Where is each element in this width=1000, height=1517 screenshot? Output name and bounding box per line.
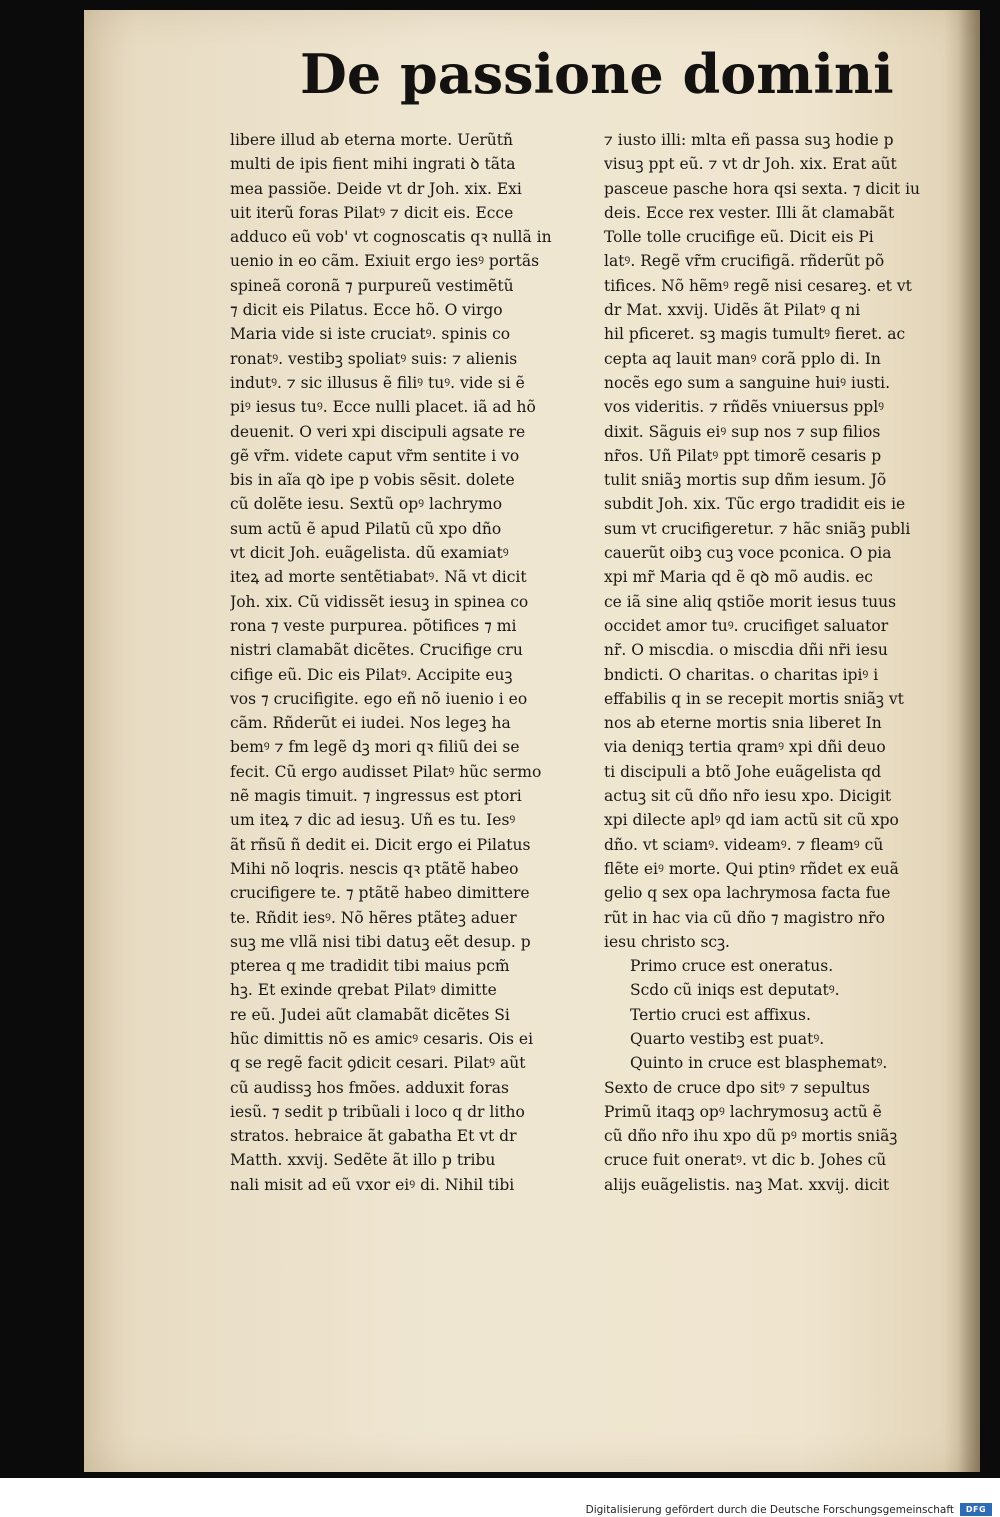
text-line: vos ⁊ crucifigite. ego eñ nõ iuenio i eo bbox=[230, 689, 528, 708]
text-line: ãt rñsũ ñ dedit ei. Dicit ergo ei Pilatus bbox=[230, 835, 531, 854]
text-line: Quinto in cruce est blasphematꝰ. bbox=[630, 1054, 888, 1073]
text-line: Primo cruce est oneratus. bbox=[630, 957, 834, 976]
text-line: nr̃os. Uñ Pilatꝰ ppt timorẽ cesaris p bbox=[604, 446, 882, 465]
text-line: cũ dño nr̃o ihu xpo dũ pꝰ mortis sniãꝫ bbox=[604, 1127, 898, 1146]
text-line: piꝰ iesus tuꝰ. Ecce nulli placet. iã ad hõ bbox=[230, 398, 536, 417]
text-line: iesũ. ⁊ sedit p tribũali i loco q dr litho bbox=[230, 1102, 525, 1121]
text-line: ronatꝰ. vestibꝫ spoliatꝰ suis: ⁊ alienis bbox=[230, 349, 518, 368]
text-line: gelio q sex opa lachrymosa facta fue bbox=[604, 884, 891, 903]
text-line: nr̃. O miscdia. o miscdia dñi nr̃i iesu bbox=[604, 641, 888, 660]
text-line: sum vt crucifigeretur. ⁊ hãc sniãꝫ publi bbox=[604, 519, 911, 538]
text-line: nẽ magis timuit. ⁊ ingressus est ptori bbox=[230, 787, 522, 806]
text-line: nali misit ad eũ vxor eiꝰ di. Nihil tibi bbox=[230, 1175, 515, 1194]
text-line: re eũ. Judei aũt clamabãt dicẽtes Si bbox=[230, 1005, 510, 1024]
text-line: Maria vide si iste cruciatꝰ. spinis co bbox=[230, 325, 511, 344]
text-line: multi de ipis fient mihi ingrati ꝺ tãta bbox=[230, 155, 516, 174]
text-line: via deniqꝫ tertia qramꝰ xpi dñi deuo bbox=[604, 738, 886, 757]
text-line: stratos. hebraice ãt gabatha Et vt dr bbox=[230, 1127, 517, 1146]
text-line: libere illud ab eterna morte. Uerũtñ bbox=[230, 131, 513, 149]
text-line: Joh. xix. Cũ vidissẽt iesuꝫ in spinea co bbox=[230, 592, 529, 611]
text-line: hil pficeret. sꝫ magis tumultꝰ fieret. ac bbox=[604, 325, 906, 344]
text-line: bemꝰ ⁊ fm legẽ dꝫ mori qꝛ filiũ dei se bbox=[230, 738, 520, 757]
text-line: cãm. Rñderũt ei iudei. Nos legeꝫ ha bbox=[230, 714, 511, 733]
text-line: cauerũt oibꝫ cuꝫ voce pconica. O pia bbox=[604, 544, 892, 563]
text-line: cũ dolẽte iesu. Sextũ opꝰ lachrymo bbox=[230, 495, 503, 514]
text-line: flẽte eiꝰ morte. Qui ptinꝰ rñdet ex euã bbox=[604, 859, 899, 878]
text-line: Scdo cũ iniqs est deputatꝰ. bbox=[630, 981, 840, 1000]
text-line: subdit Joh. xix. Tũc ergo tradidit eis ie bbox=[604, 495, 906, 514]
text-line: latꝰ. Regẽ vr̃m crucifigã. rñderũt põ bbox=[604, 252, 885, 271]
text-line: xpi dilecte aplꝰ qd iam actũ sit cũ xpo bbox=[604, 811, 899, 830]
text-line: fecit. Cũ ergo audisset Pilatꝰ hũc sermo bbox=[230, 762, 542, 781]
text-line: vt dicit Joh. euãgelista. dũ examiatꝰ bbox=[230, 544, 509, 563]
text-line: dño. vt sciamꝰ. videamꝰ. ⁊ fleamꝰ cũ bbox=[604, 835, 884, 854]
text-line: deuenit. O veri xpi discipuli agsate re bbox=[230, 422, 526, 441]
text-line: Matth. xxvij. Sedẽte ãt illo p tribu bbox=[230, 1151, 496, 1170]
text-line: actuꝫ sit cũ dño nr̃o iesu xpo. Dicigit bbox=[604, 787, 892, 806]
text-line: suꝫ me vllã nisi tibi datuꝫ eẽt desup. p bbox=[230, 932, 531, 951]
text-column-left bbox=[230, 128, 592, 1197]
text-line: Primũ itaqꝫ opꝰ lachrymosuꝫ actũ ẽ bbox=[604, 1102, 882, 1121]
text-line: spineã coronã ⁊ purpureũ vestimẽtũ bbox=[230, 276, 514, 295]
text-line: te. Rñdit iesꝰ. Nõ hẽres ptãteꝫ aduer bbox=[230, 908, 517, 927]
text-line: occidet amor tuꝰ. crucifiget saluator bbox=[604, 616, 889, 635]
text-line: mea passiõe. Deide vt dr Joh. xix. Exi bbox=[230, 179, 522, 198]
text-line: iteꝝ ad morte sentẽtiabatꝰ. Nã vt dicit bbox=[230, 568, 527, 587]
text-line: cruce fuit oneratꝰ. vt dic b. Johes cũ bbox=[604, 1151, 887, 1170]
text-line: rũt in hac via cũ dño ⁊ magistro nr̃o bbox=[604, 908, 885, 927]
text-column-right bbox=[604, 128, 966, 1197]
text-line: dr Mat. xxvij. Uidẽs ãt Pilatꝰ q ni bbox=[604, 301, 861, 320]
text-line: pasceue pasche hora qsi sexta. ⁊ dicit iu bbox=[604, 179, 921, 198]
text-line: crucifigere te. ⁊ ptãtẽ habeo dimittere bbox=[230, 884, 530, 903]
text-line: nistri clamabãt dicẽtes. Crucifige cru bbox=[230, 641, 523, 660]
text-line: effabilis q in se recepit mortis sniãꝫ vt bbox=[604, 689, 904, 708]
text-line: ti discipuli a btõ Johe euãgelista qd bbox=[604, 762, 882, 781]
text-line: cifige eũ. Dic eis Pilatꝰ. Accipite euꝫ bbox=[230, 665, 513, 684]
text-line: gẽ vr̃m. videte caput vr̃m sentite i vo bbox=[230, 446, 520, 465]
text-line: nos ab eterne mortis snia liberet In bbox=[604, 714, 882, 733]
text-line: xpi mr̃ Maria qd ẽ qꝺ mõ audis. ec bbox=[604, 568, 873, 587]
text-line: bndicti. O charitas. o charitas ipiꝰ i bbox=[604, 665, 879, 684]
text-line: Tertio cruci est affixus. bbox=[630, 1005, 811, 1024]
text-line: nocẽs ego sum a sanguine huiꝰ iusti. bbox=[604, 373, 891, 392]
text-line: vos videritis. ⁊ rñdẽs vniuersus pplꝰ bbox=[604, 398, 885, 417]
text-line: ⁊ iusto illi: mlta eñ passa suꝫ hodie p bbox=[604, 131, 894, 149]
text-line: hũc dimittis nõ es amicꝰ cesaris. Ois ei bbox=[230, 1029, 534, 1048]
text-line: cũ audissꝫ hos fmões. adduxit foras bbox=[230, 1078, 509, 1097]
text-line: indutꝰ. ⁊ sic illusus ẽ filiꝰ tuꝰ. vide si ẽ bbox=[230, 373, 525, 392]
text-line: tulit sniãꝫ mortis sup dñm iesum. Jõ bbox=[604, 471, 887, 490]
text-line: visuꝫ ppt eũ. ⁊ vt dr Joh. xix. Erat aũt bbox=[604, 155, 897, 174]
text-line: Sexto de cruce dpo sitꝰ ⁊ sepultus bbox=[604, 1078, 870, 1097]
text-line: Quarto vestibꝫ est puatꝰ. bbox=[630, 1029, 825, 1048]
text-line: pterea q me tradidit tibi maius pcm̃ bbox=[230, 957, 510, 976]
text-line: q se regẽ facit ꝯdicit cesari. Pilatꝰ aũt bbox=[230, 1054, 526, 1073]
dfg-logo: DFG bbox=[960, 1503, 992, 1516]
text-line: tifices. Nõ hẽmꝰ regẽ nisi cesareꝫ. et vt bbox=[604, 276, 912, 295]
text-line: iesu christo scꝫ. bbox=[604, 932, 730, 951]
text-line: hꝫ. Et exinde qrebat Pilatꝰ dimitte bbox=[230, 981, 497, 1000]
text-line: adduco eũ vob' vt cognoscatis qꝛ nullã in bbox=[230, 228, 552, 247]
text-line: ce iã sine aliq qstiõe morit iesus tuus bbox=[604, 592, 897, 611]
running-head: De passione domini bbox=[300, 42, 894, 106]
text-line: um iteꝝ ⁊ dic ad iesuꝫ. Uñ es tu. Iesꝰ bbox=[230, 811, 516, 830]
digitization-credit: Digitalisierung gefördert durch die Deutsche Forschungsgemeinschaft bbox=[585, 1504, 954, 1516]
text-line: ⁊ dicit eis Pilatus. Ecce hõ. O virgo bbox=[230, 301, 503, 320]
text-line: deis. Ecce rex vester. Illi ãt clamabãt bbox=[604, 203, 895, 222]
text-line: uit iterũ foras Pilatꝰ ⁊ dicit eis. Ecce bbox=[230, 203, 514, 222]
text-line: uenio in eo cãm. Exiuit ergo iesꝰ portãs bbox=[230, 252, 540, 271]
text-line: cepta aq lauit manꝰ corã pplo di. In bbox=[604, 349, 881, 368]
text-line: dixit. Sãguis eiꝰ sup nos ⁊ sup filios bbox=[604, 422, 881, 441]
text-line: Tolle tolle crucifige eũ. Dicit eis Pi bbox=[604, 228, 874, 247]
text-line: bis in aĩa qꝺ ipe p vobis sẽsit. dolete bbox=[230, 471, 515, 490]
text-line: sum actũ ẽ apud Pilatũ cũ xpo dño bbox=[230, 519, 502, 538]
text-line: alijs euãgelistis. naꝫ Mat. xxvij. dicit bbox=[604, 1175, 890, 1194]
text-line: rona ⁊ veste purpurea. põtifices ⁊ mi bbox=[230, 616, 517, 635]
text-line: Mihi nõ loqris. nescis qꝛ ptãtẽ habeo bbox=[230, 859, 519, 878]
